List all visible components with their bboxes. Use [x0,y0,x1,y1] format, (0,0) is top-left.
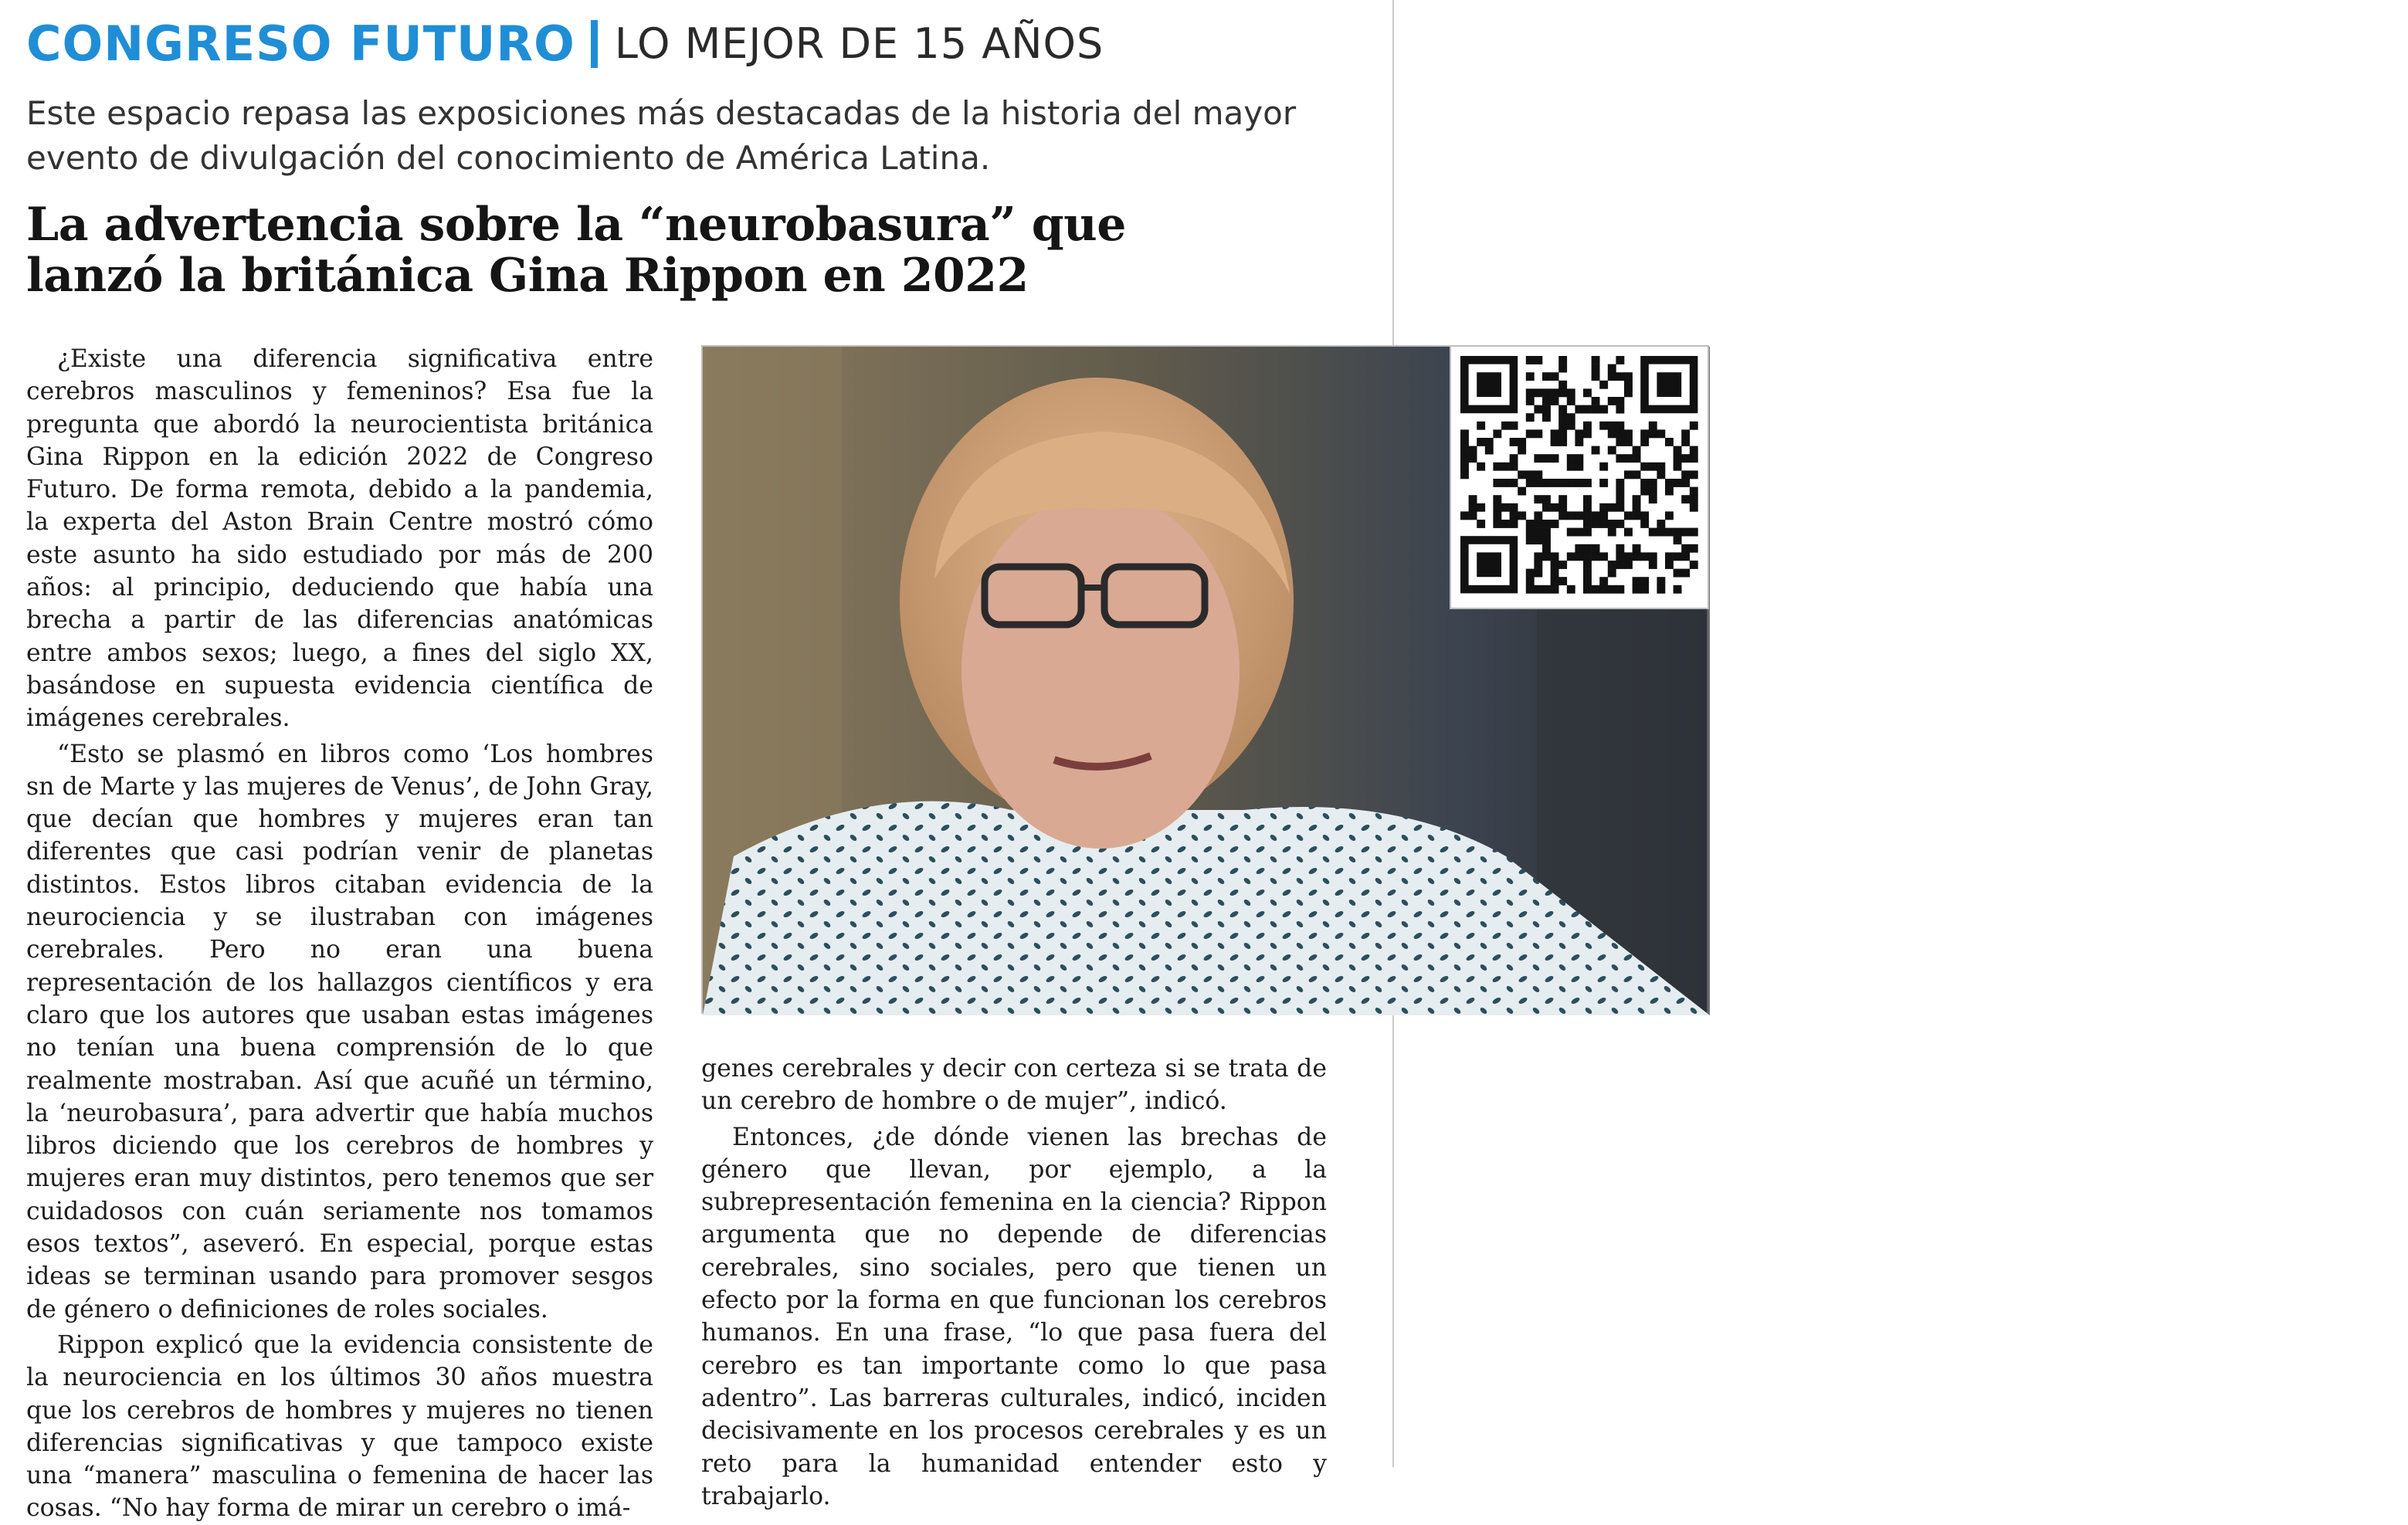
article-column-1 [26,343,653,1525]
intro-line-1: Este espacio repasa las exposiciones más destacadas de la historia del mayor [26,94,1297,132]
section-brand: CONGRESO FUTURO [26,15,575,72]
paragraph: genes cerebrales y decir con certeza si se trata de un cerebro de hombre o de mujer”, indicó. [701,1055,1327,1116]
section-subtitle: LO MEJOR DE 15 AÑOS [614,19,1104,68]
section-header [26,15,1104,72]
headline-line-2: lanzó la británica Gina Rippon en 2022 [26,249,1029,303]
paragraph: “Esto se plasmó en libros como ‘Los hombres sn de Marte y las mujeres de Venus’, de John Gray, que decían que hombres y mujeres eran tan diferentes que casi podrían venir de planetas distintos. Estos libros citaban evidencia de la neurociencia y se ilustraban con imágenes cerebrales. Pero no eran una buena representación de los hallazgos científicos y era claro que los autores que usaban estas imágenes no tenían una buena comprensión de lo que realmente mostraban. Así que acuñé un término, la ‘neurobasura’, para advertir que había muchos libros diciendo que los cerebros de hombres y mujeres eran muy distintos, pero tenemos que ser cuidadosos con cuán seriamente nos tomamos esos textos”, aseveró. En especial, porque estas ideas se terminan usando para promover sesgos de género o definiciones de roles sociales. [26,740,653,1323]
qr-code[interactable] [1450,345,1709,609]
header-divider [591,20,598,68]
article-headline [26,199,1370,301]
article-column-2 [701,1052,1327,1513]
intro-line-2: evento de divulgación del conocimiento de América Latina. [26,139,991,177]
qr-code-icon [1451,347,1708,608]
paragraph: Entonces, ¿de dónde vienen las brechas de género que llevan, por ejemplo, a la subrepresentación femenina en la ciencia? Rippon argumenta que no depende de diferencias cerebrales, sino sociales, pero que tienen un efecto por la forma en que funcionan los cerebros humanos. En una frase, “lo que pasa fuera del cerebro es tan importante como lo que pasa adentro”. Las barreras culturales, indicó, inciden decisivamente en los procesos cerebrales y es un reto para la humanidad entender esto y trabajarlo. [701,1123,1327,1510]
paragraph: ¿Existe una diferencia significativa entre cerebros masculinos y femeninos? Esa fue la pregunta que abordó la neurocientista británica Gina Rippon en la edición 2022 de Congreso Futuro. De forma remota, debido a la pandemia, la experta del Aston Brain Centre mostró cómo este asunto ha sido estudiado por más de 200 años: al principio, deduciendo que había una brecha a partir de las diferencias anatómicas entre ambos sexos; luego, a fines del siglo XX, basándose en supuesta evidencia científica de imágenes cerebrales. [26,345,653,733]
intro-text [26,91,1355,181]
paragraph: Rippon explicó que la evidencia consistente de la neurociencia en los últimos 30 años muestra que los cerebros de hombres y mujeres no tienen diferencias significativas y que tampoco existe una “manera” masculina o femenina de hacer las cosas. “No hay forma de mirar un cerebro o imá- [26,1330,653,1523]
photo-caption: LA CHARLA DE GINA RIPPON EN CONGRESO FUTURO 2022. [2169,981,2395,1106]
headline-line-1: La advertencia sobre la “neurobasura” que [26,198,1126,252]
